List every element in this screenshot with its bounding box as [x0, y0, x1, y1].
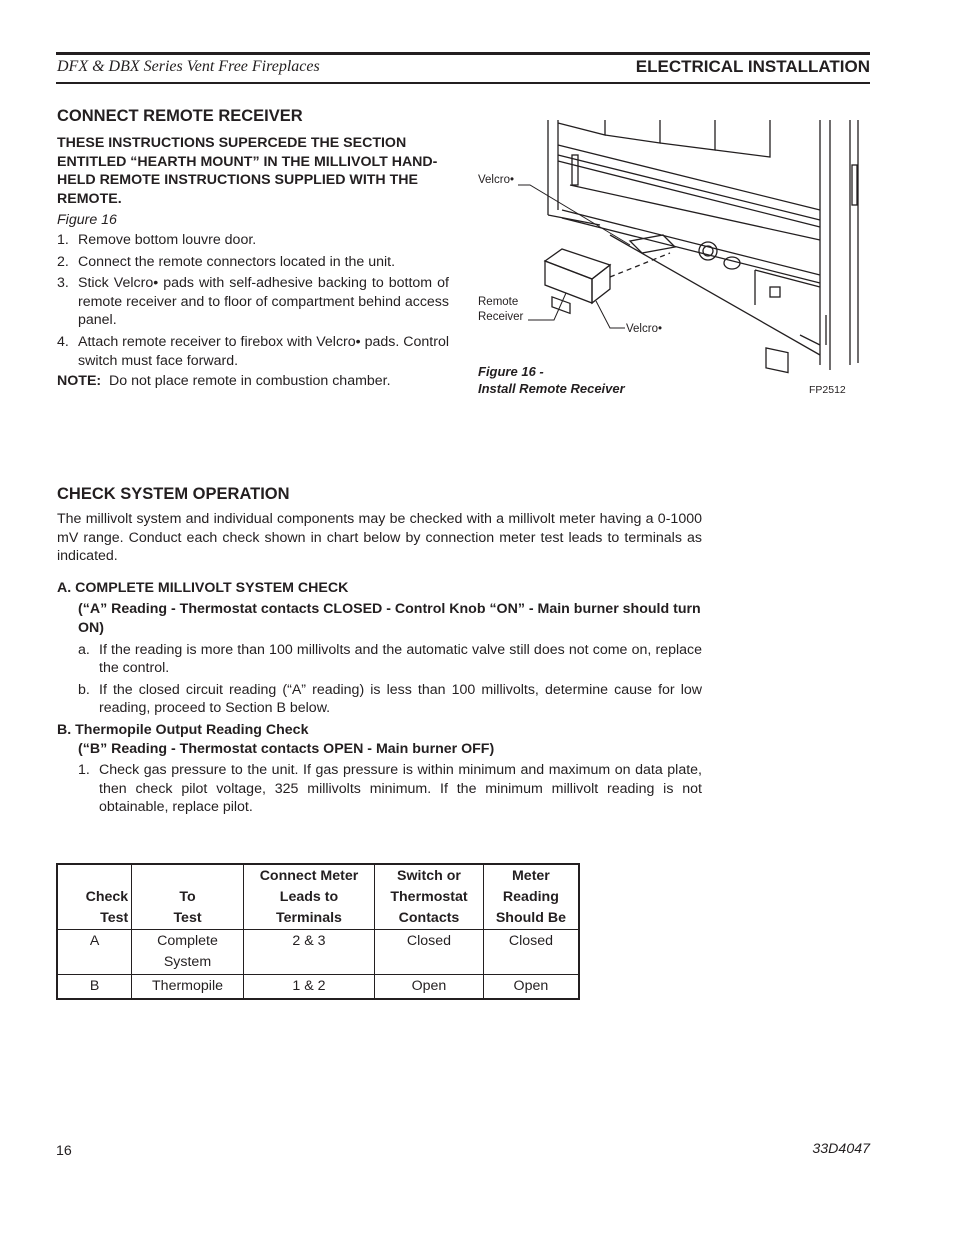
section-a-item-number: b. [78, 681, 90, 698]
remote-steps-list [57, 231, 449, 370]
check-table [56, 863, 580, 1000]
remote-note [57, 373, 449, 389]
table-cell [243, 930, 374, 975]
section-a-item [78, 641, 702, 678]
label-remote: Remote [478, 296, 519, 308]
note-text: Do not place remote in combustion chamber. [109, 373, 391, 390]
figure-caption-line1: Figure 16 - [478, 364, 544, 379]
table-cell [57, 974, 132, 998]
table-cell-line: Closed [406, 933, 452, 950]
table-header-line: Check [85, 888, 129, 905]
section-b-item-text: Check gas pressure to the unit. If gas pressure is within minimum and maximum on data plate, then check pilot voltage, 325 millivolts minimum. If the minimum millivolt reading is not obtainable, replace pilot. [99, 762, 702, 816]
remote-step-number: 4. [57, 333, 69, 350]
header-bottom-rule [56, 82, 870, 84]
table-header-cell [132, 864, 244, 930]
table-row [57, 974, 579, 998]
table-cell [132, 930, 244, 975]
remote-step [57, 333, 449, 370]
table-header-line: Test [100, 909, 129, 926]
table-header-line: Leads to [279, 888, 339, 905]
table-header-cell [375, 864, 484, 930]
table-header-line: Reading [502, 888, 559, 905]
table-cell-line: Thermopile [152, 977, 223, 994]
remote-step [57, 253, 449, 272]
series-title: DFX & DBX Series Vent Free Fireplaces [57, 58, 320, 75]
section-a-item-text: If the closed circuit reading (“A” reading) is less than 100 millivolts, determine cause for low reading, proceed to Section B below. [99, 681, 702, 717]
section-a-item-text: If the reading is more than 100 millivolts and the automatic valve still does not come on, replace the control. [99, 641, 702, 677]
table-cell [483, 974, 579, 998]
figure-reference: Figure 16 [57, 212, 117, 228]
table-header-line: Contacts [398, 909, 460, 926]
note-label: NOTE: [57, 373, 102, 390]
table-cell [375, 974, 484, 998]
table-cell-line: 1 & 2 [292, 977, 326, 994]
label-receiver: Receiver [478, 311, 524, 323]
section-a-title: A. COMPLETE MILLIVOLT SYSTEM CHECK [57, 579, 349, 596]
section-a-item [78, 681, 702, 718]
table-cell [243, 974, 374, 998]
table-cell-line: A [89, 933, 100, 950]
table-header-cell [243, 864, 374, 930]
table-cell [132, 974, 244, 998]
table-header-line: Switch or [397, 868, 461, 884]
label-velcro-top: Velcro• [478, 174, 514, 186]
table-header-cell [483, 864, 579, 930]
remote-step [57, 274, 449, 330]
figure-caption [478, 363, 625, 397]
remote-step-number: 3. [57, 275, 69, 292]
remote-step-number: 1. [57, 232, 69, 248]
remote-step-number: 2. [57, 253, 69, 270]
remote-section [57, 107, 449, 389]
table-cell-line: 2 & 3 [292, 933, 326, 950]
table-row [57, 930, 579, 975]
table-cell [375, 930, 484, 975]
table-header-line: Test [173, 909, 202, 926]
section-a-subtitle: (“A” Reading - Thermostat contacts CLOSED - Control Knob “ON” - Main burner should turn ON) [78, 601, 701, 636]
table-cell-line: B [89, 977, 100, 994]
section-b-title: B. Thermopile Output Reading Check [57, 721, 309, 738]
table-header-line: Connect Meter [259, 868, 359, 884]
table-header-cell [57, 864, 132, 930]
table-cell-line: Open [513, 977, 549, 994]
figure-caption-line2: Install Remote Receiver [478, 381, 625, 396]
remote-step-text: Attach remote receiver to firebox with Velcro• pads. Control switch must face forward. [78, 333, 449, 369]
section-title: ELECTRICAL INSTALLATION [635, 57, 870, 76]
table-header-line: Should Be [495, 909, 566, 926]
table-cell-line: Open [411, 977, 447, 994]
section-b-items [57, 761, 702, 817]
table-cell-line: System [163, 954, 212, 971]
figure-code: FP2512 [809, 384, 846, 396]
remote-heading: CONNECT REMOTE RECEIVER [57, 107, 303, 125]
section-a-item-number: a. [78, 641, 90, 658]
table-body [57, 930, 579, 999]
header-top-rule [56, 52, 870, 55]
supercede-notice: THESE INSTRUCTIONS SUPERCEDE THE SECTION ENTITLED “HEARTH MOUNT” IN THE MILLIVOLT HAND-HELD REMOTE INSTRUCTIONS SUPPLIED WITH THE REMOTE. [57, 135, 438, 207]
table-header-line: To [179, 888, 196, 905]
table-cell [57, 930, 132, 975]
remote-step-text: Remove bottom louvre door. [78, 232, 257, 248]
table-cell-line: Complete [157, 933, 218, 950]
section-b-item-number: 1. [78, 762, 90, 779]
label-velcro-bottom: Velcro• [626, 323, 662, 335]
table-cell [483, 930, 579, 975]
document-code: 33D4047 [812, 1141, 870, 1157]
figure-16-illustration [470, 115, 870, 405]
check-heading: CHECK SYSTEM OPERATION [57, 485, 290, 503]
page-number: 16 [56, 1143, 72, 1159]
table-header-line: Terminals [275, 909, 342, 926]
section-a-items [57, 641, 702, 718]
remote-step-text: Stick Velcro• pads with self-adhesive backing to bottom of remote receiver and to floor of compartment behind access panel. [78, 275, 449, 329]
table-header-line: Thermostat [390, 888, 468, 905]
remote-step [57, 231, 449, 250]
section-b-item [78, 761, 702, 817]
table-header-row [57, 864, 579, 930]
table-header-line: Meter [511, 868, 550, 884]
table-cell-line: Closed [508, 933, 553, 950]
check-intro: The millivolt system and individual components may be checked with a millivolt meter having a 0-1000 mV range. Conduct each check shown in chart below by connection meter test leads to terminals as indicated. [57, 511, 702, 565]
check-section [57, 485, 702, 820]
section-b-subtitle: (“B” Reading - Thermostat contacts OPEN - Main burner OFF) [78, 740, 495, 757]
remote-step-text: Connect the remote connectors located in the unit. [78, 253, 396, 270]
